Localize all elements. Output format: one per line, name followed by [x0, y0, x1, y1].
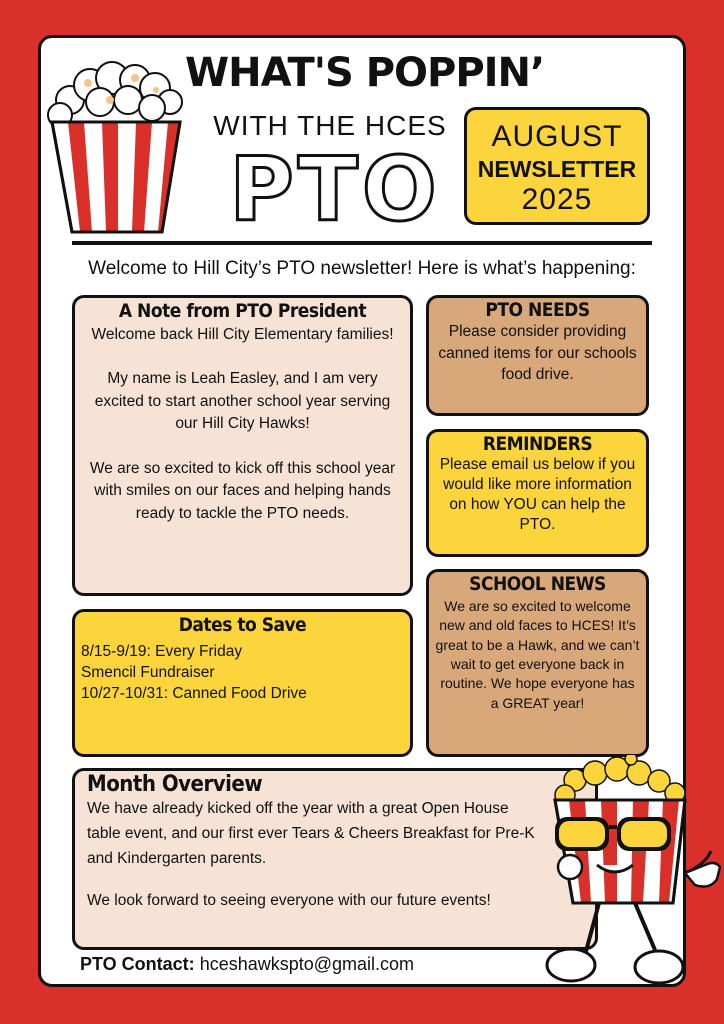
dates-heading: Dates to Save	[178, 614, 307, 636]
dates-item: 8/15-9/19: Every Friday	[81, 643, 243, 660]
pto-needs-heading: PTO NEEDS	[485, 299, 590, 321]
president-note-p1: Welcome back Hill City Elementary families!	[91, 326, 394, 343]
pto-needs-text: Please consider providing canned items for our schools food drive.	[438, 323, 637, 384]
contact-email[interactable]: hceshawkspto@gmail.com	[199, 954, 415, 974]
month-badge	[464, 107, 650, 225]
reminders-text: Please email us below if you would like more information on how YOU can help the PTO.	[439, 456, 636, 534]
month-overview-card	[72, 768, 598, 950]
school-news-card	[426, 569, 649, 757]
president-note-p2: My name is Leah Easley, and I am very excited to start another school year serving our Hill City Hawks!	[94, 370, 391, 433]
school-news-text: We are so excited to welcome new and old faces to HCES! It’s great to be a Hawk, and we can’t wait to get everyone back in routine. We hope everyone has a GREAT year!	[435, 598, 640, 711]
dates-to-save-card	[72, 609, 413, 757]
newsletter-label: NEWSLETTER	[477, 156, 637, 182]
divider	[72, 241, 652, 245]
school-news-heading: SCHOOL NEWS	[469, 573, 606, 595]
title-whats-poppin: WHAT'S POPPIN’	[185, 50, 545, 96]
president-note-p3: We are so excited to kick off this school year with smiles on our faces and helping hands ready to tackle the PTO needs.	[89, 459, 396, 522]
contact-label: PTO Contact:	[80, 954, 195, 974]
title-with-the-hces: WITH THE HCES	[213, 110, 447, 141]
intro-text: Welcome to Hill City’s PTO newsletter! Here is what’s happening:	[88, 258, 636, 279]
dates-item: Smencil Fundraiser	[81, 663, 215, 681]
reminders-card	[426, 429, 649, 557]
popcorn-mascot-icon	[535, 755, 724, 990]
dates-item: 10/27-10/31: Canned Food Drive	[81, 684, 307, 702]
month-overview-heading: Month Overview	[87, 772, 263, 797]
pto-needs-card	[426, 295, 649, 416]
month-overview-p2: We look forward to seeing everyone with our future events!	[87, 892, 491, 910]
reminders-heading: REMINDERS	[482, 433, 593, 455]
month-overview-p1: We have already kicked off the year with a great Open House table event, and our first ever Tears & Cheers Breakfast for Pre-K and Kindergarten parents.	[87, 800, 535, 867]
year-label: 2025	[521, 183, 593, 216]
pto-contact	[80, 954, 414, 975]
popcorn-bucket-icon	[40, 50, 190, 240]
president-note-heading: A Note from PTO President	[118, 300, 367, 322]
title-pto: PTO	[229, 138, 441, 241]
president-note-card	[72, 295, 413, 596]
month-label: AUGUST	[491, 120, 623, 153]
